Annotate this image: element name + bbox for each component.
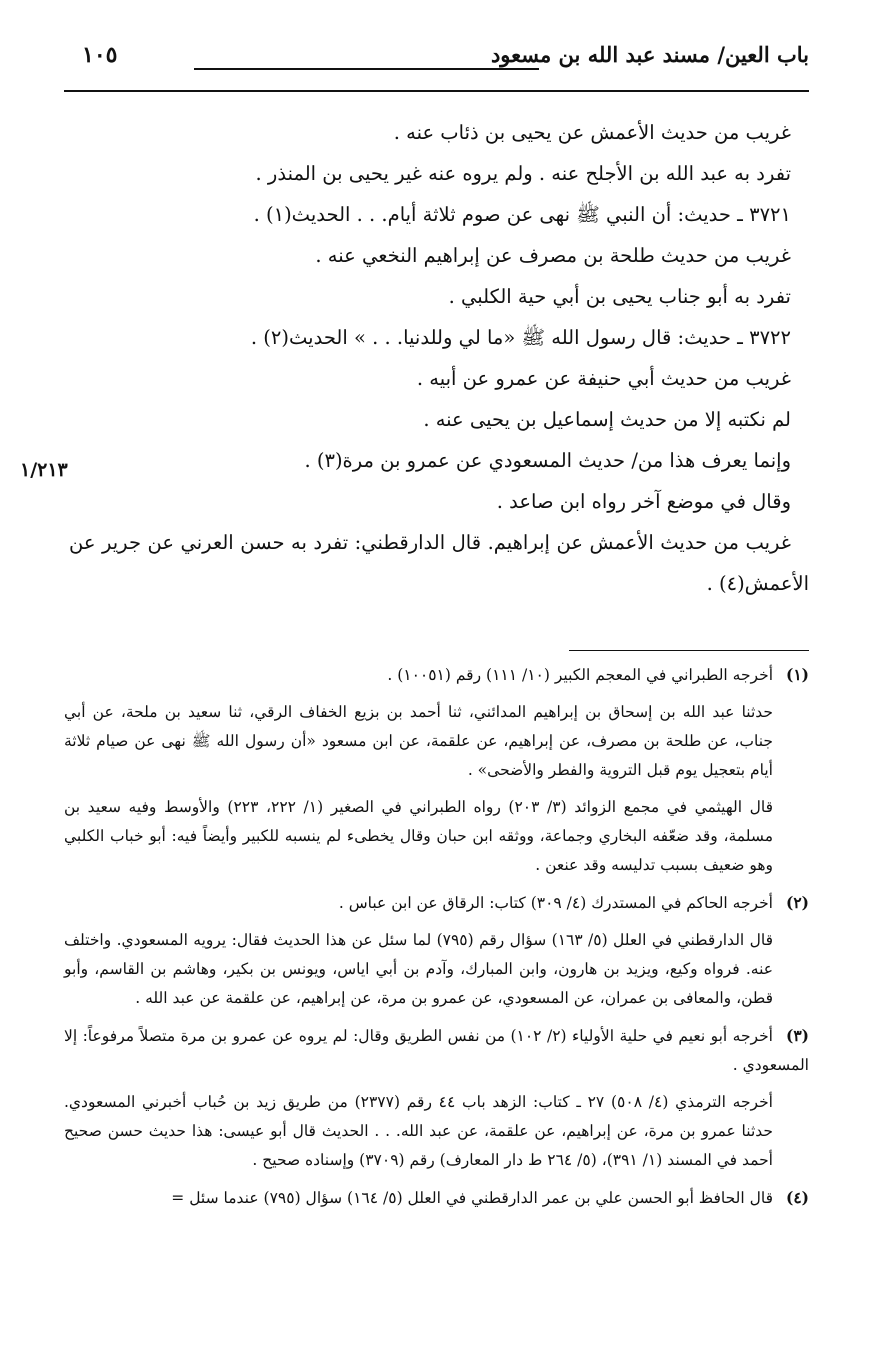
text-paragraph: غريب من حديث الأعمش عن إبراهيم. قال الدارقطني: تفرد به حسن العرني عن جرير عن الأعمش(٤) . <box>69 531 809 595</box>
text-line: غريب من حديث الأعمش عن يحيى بن ذئاب عنه . <box>393 121 791 144</box>
footnote-1 <box>64 660 809 690</box>
hadith-entry: ٣٧٢١ ـ حديث: أن النبي ﷺ نهى عن صوم ثلاثة أيام. . . الحديث(١) . <box>253 203 791 226</box>
footnote-number: (٤) <box>785 1188 809 1207</box>
footnote-text: أخرجه الطبراني في المعجم الكبير (١٠/ ١١١) رقم (١٠٠٥١) . <box>387 666 773 684</box>
footnote-paragraph: قال الهيثمي في مجمع الزوائد (٣/ ٢٠٣) رواه الطبراني في الصغير (١/ ٢٢٢، ٢٢٣) والأوسط وفيه سعيد بن مسلمة، وقد ضعّفه البخاري وجماعة، ووثقه ابن حبان وقال يخطىء لم ينسبه للكبير وأيضاً فيه: أبو خباب الكلبي وهو ضعيف بسبب تدليسه وقد عنعن . <box>64 798 773 874</box>
text-line: وقال في موضع آخر رواه ابن صاعد . <box>496 490 791 513</box>
footnote-text: أخرجه أبو نعيم في حلية الأولياء (٢/ ١٠٢) من نفس الطريق وقال: لم يروه عن عمرو بن مرة متصلاً مرفوعاً: إلا المسعودي . <box>64 1027 809 1074</box>
footnote-separator <box>569 650 809 651</box>
running-title: باب العين/ مسند عبد الله بن مسعود <box>490 42 809 67</box>
header-underline <box>64 90 809 92</box>
text-line: غريب من حديث أبي حنيفة عن عمرو عن أبيه . <box>416 367 791 390</box>
footnote-text: أخرجه الحاكم في المستدرك (٤/ ٣٠٩) كتاب: الرقاق عن ابن عباس . <box>338 894 773 912</box>
text-line: وإنما يعرف هذا من/ حديث المسعودي عن عمرو بن مرة(٣) . <box>304 449 791 472</box>
footnote-2 <box>64 888 809 918</box>
text-line: تفرد به عبد الله بن الأجلح عنه . ولم يروه عنه غير يحيى بن المنذر . <box>255 162 791 185</box>
footnote-3 <box>64 1021 809 1080</box>
text-line: غريب من حديث طلحة بن مصرف عن إبراهيم النخعي عنه . <box>315 244 791 267</box>
footnote-number: (٢) <box>785 893 809 912</box>
page-number: ١٠٥ <box>82 42 118 68</box>
footnote-text: قال الحافظ أبو الحسن علي بن عمر الدارقطني في العلل (٥/ ١٦٤) سؤال (٧٩٥) عندما سئل = <box>171 1189 773 1207</box>
footnote-paragraph: قال الدارقطني في العلل (٥/ ١٦٣) سؤال رقم (٧٩٥) لما سئل عن هذا الحديث فقال: يرويه المسعودي. واختلف عنه. فرواه وكيع، ويزيد بن هارون، وابن المبارك، وآدم بن أبي اياس، ويونس بن بكير، وهاشم بن القاسم، وأبو قطن، والمعافى بن عمران، عن المسعودي، عن عمرو بن مرة، عن إبراهيم، عن علقمة عن عبد الله . <box>64 931 774 1007</box>
hadith-entry: ٣٧٢٢ ـ حديث: قال رسول الله ﷺ «ما لي وللدنيا. . . » الحديث(٢) . <box>250 326 791 349</box>
header-rule <box>194 68 539 70</box>
footnote-number: (٣) <box>785 1026 809 1045</box>
text-line: تفرد به أبو جناب يحيى بن أبي حية الكلبي . <box>448 285 791 308</box>
page-header <box>64 42 809 86</box>
footnote-paragraph: أخرجه الترمذي (٤/ ٥٠٨) ٢٧ ـ كتاب: الزهد باب ٤٤ رقم (٢٣٧٧) من طريق زيد بن حُباب أخبرني المسعودي. حدثنا عمرو بن مرة، عن إبراهيم، عن علقمة، عن عبد الله. . . الحديث قال أبو عيسى: هذا حديث حسن صحيح أحمد في المسند (١/ ٣٩١)، (٥/ ٢٦٤ ط دار المعارف) رقم (٣٧٠٩) وإسناده صحيح . <box>64 1093 773 1169</box>
footnote-paragraph: حدثنا عبد الله بن إسحاق بن إبراهيم المدائني، ثنا أحمد بن بزيع الخفاف الرقي، ثنا سعيد بن ملحة، عن أبي جناب، عن طلحة بن مصرف، عن إبراهيم، عن علقمة، عن ابن مسعود «أن رسول الله ﷺ نهى عن صيام ثلاثة أيام بتعجيل يوم قبل التروية والفطر والأضحى» . <box>64 703 773 779</box>
footnote-4 <box>64 1183 809 1213</box>
manuscript-folio-marker: ١/٢١٣ <box>20 459 68 481</box>
main-text <box>69 112 809 604</box>
footnotes <box>64 660 809 1221</box>
text-line: لم نكتبه إلا من حديث إسماعيل بن يحيى عنه . <box>423 408 791 431</box>
footnote-number: (١) <box>785 665 809 684</box>
